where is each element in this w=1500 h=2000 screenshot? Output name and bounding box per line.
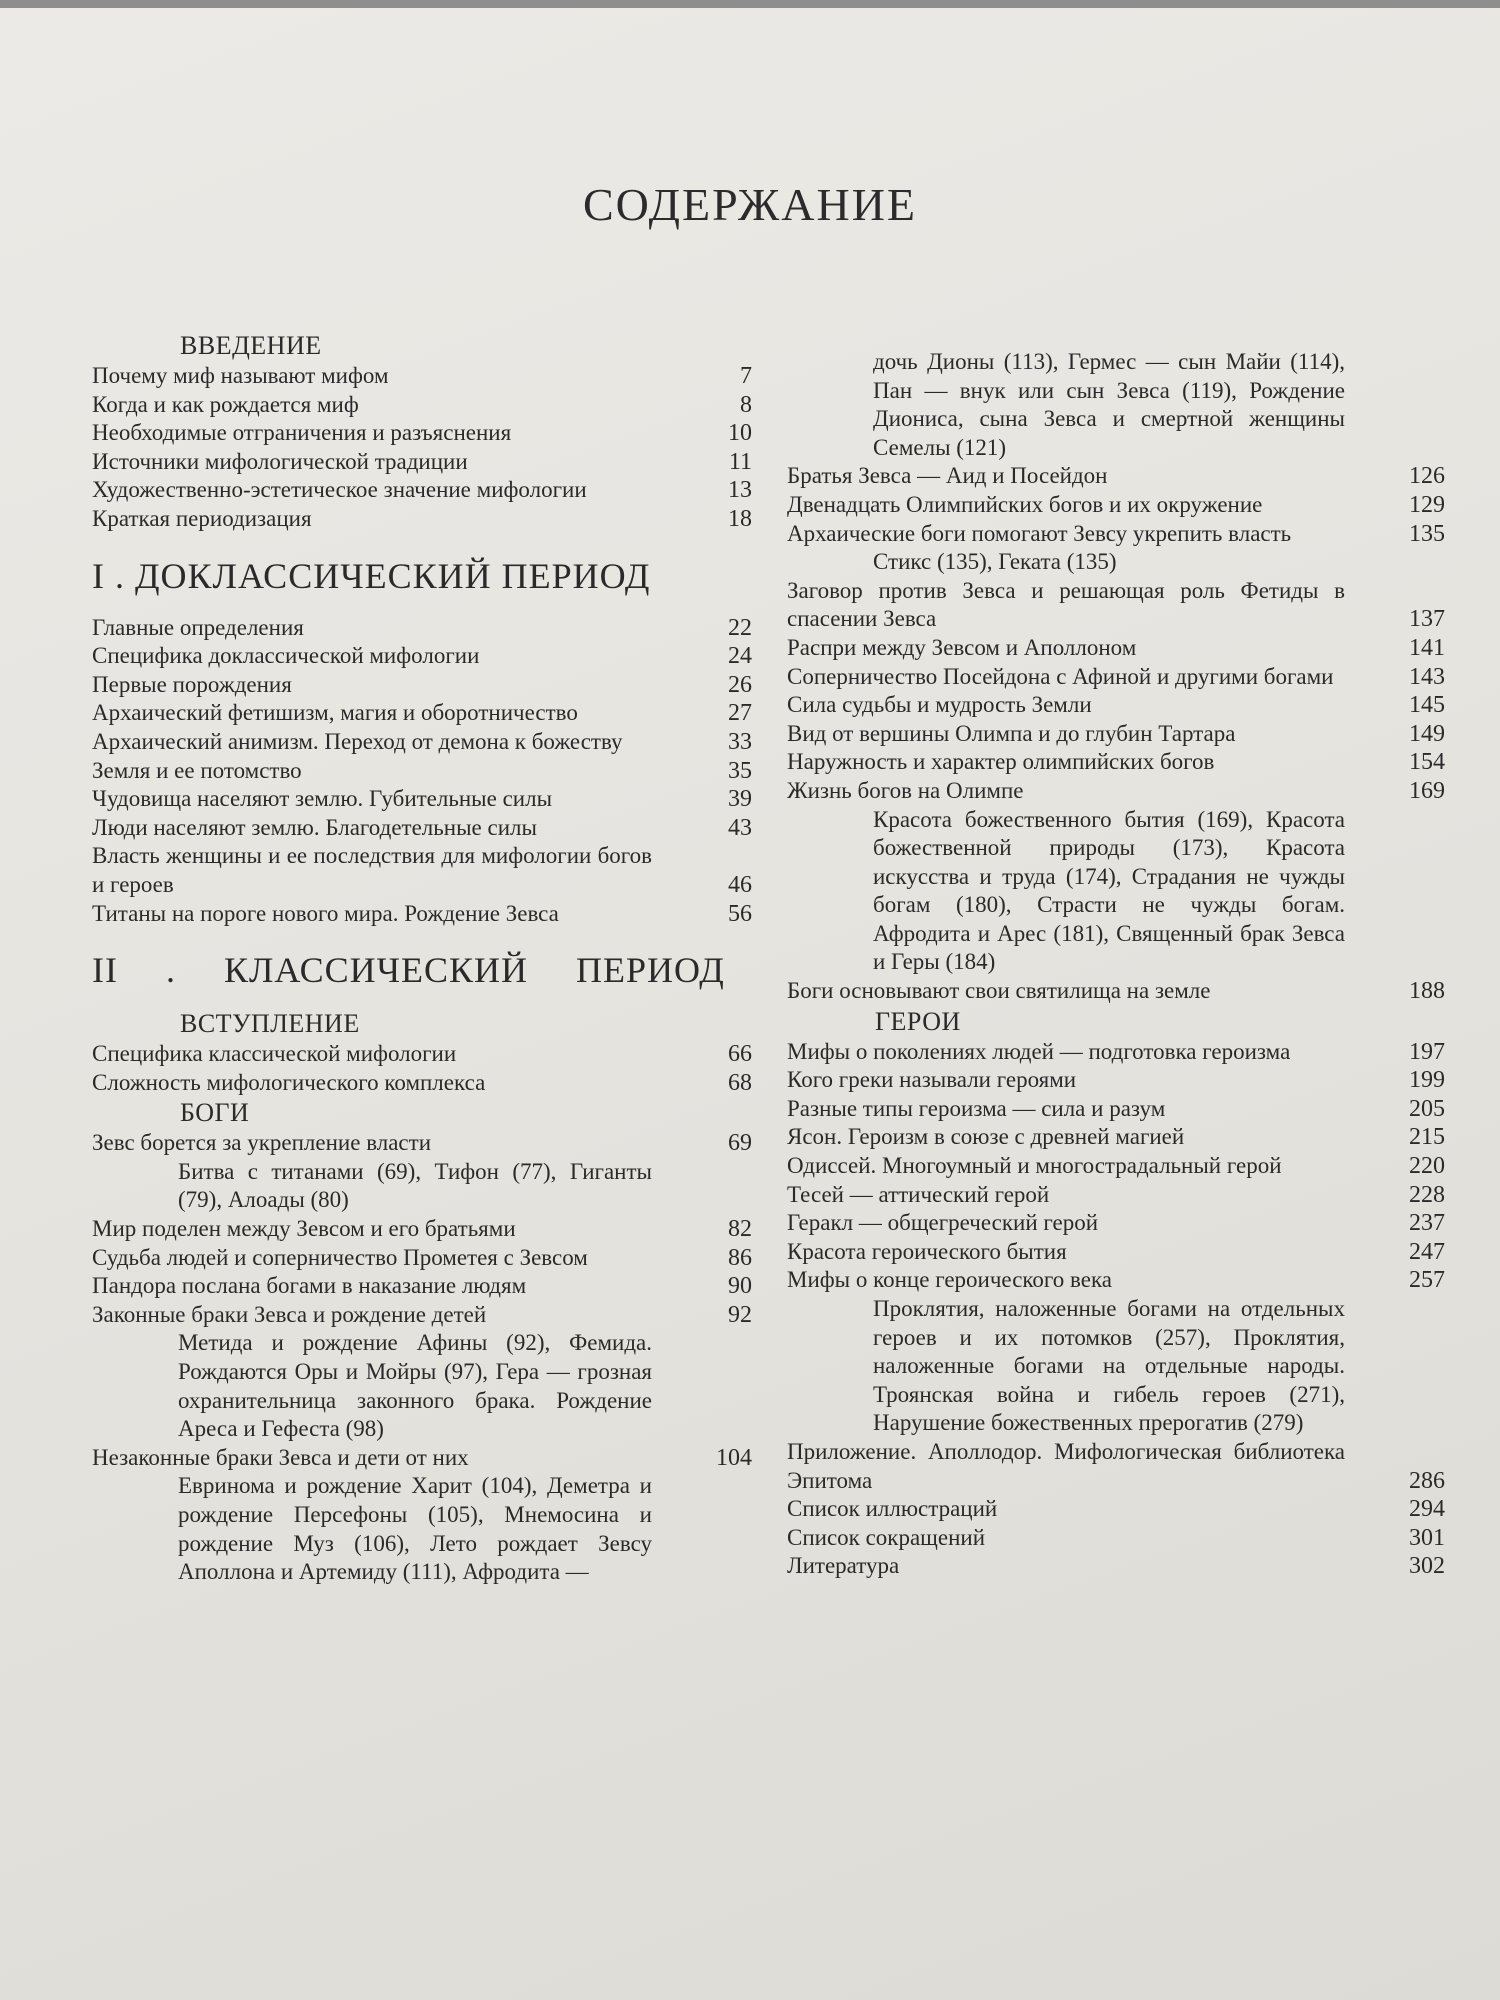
part-heading-1: I . ДОКЛАССИЧЕСКИЙ ПЕРИОД [92,555,651,596]
toc-entry [787,1552,1445,1581]
toc-entry-page: 13 [728,477,752,504]
book-page [0,8,1500,2000]
part2-intro-list [92,1040,752,1097]
toc-entry-title: Первые порождения [92,671,292,697]
background-strip [0,0,1500,8]
toc-entry [92,505,752,534]
toc-subentry: Метида и рождение Афины (92), Фемида. Рождаются Оры и Мойры (97), Гера — грозная охранительница законного брака. Рождение Ареса и Гефеста (98) [178,1330,652,1442]
toc-entry-title: Разные типы героизма — сила и разум [787,1095,1166,1121]
toc-entry-page: 22 [728,614,752,641]
toc-entry-page: 86 [728,1244,752,1271]
toc-entry-page: 69 [728,1130,752,1157]
toc-entry-page: 11 [728,448,752,475]
toc-right-column [787,348,1445,1581]
toc-entry-page: 294 [1409,1496,1445,1523]
toc-entry-title: Ясон. Героизм в союзе с древней магией [787,1124,1185,1150]
toc-entry [92,900,752,929]
toc-entry-title: Мир поделен между Зевсом и его братьями [92,1216,516,1242]
toc-entry-title: Судьба людей и соперничество Прометея с Зевсом [92,1244,588,1270]
toc-entry [787,977,1445,1006]
section-heading-introduction: ВСТУПЛЕНИЕ [180,1009,360,1039]
toc-entry-page: 302 [1409,1553,1445,1580]
toc-entry [787,577,1445,634]
toc-entry-page: 247 [1409,1238,1445,1265]
toc-entry [92,642,752,671]
toc-entry [92,757,752,786]
toc-entry-title: Соперничество Посейдона с Афиной и другими богами [787,663,1334,689]
toc-entry-page: 24 [728,643,752,670]
toc-entry [92,1069,752,1098]
section-heading-heroes: ГЕРОИ [875,1006,961,1036]
page-title: СОДЕРЖАНИЕ [582,179,918,230]
toc-entry-page: 10 [728,420,752,447]
toc-entry-title: Список иллюстраций [787,1496,998,1522]
toc-entry-title: Специфика классической мифологии [92,1041,457,1067]
toc-entry-page: 301 [1409,1524,1445,1551]
toc-entry-title: Главные определения [92,614,304,640]
toc-entry-page: 143 [1409,663,1445,690]
toc-entry-title: Распри между Зевсом и Аполлоном [787,634,1137,660]
toc-entry [787,491,1445,520]
toc-entry [787,1181,1445,1210]
toc-entry [92,1244,752,1273]
gods-list-right [787,462,1445,1005]
toc-entry-page: 145 [1409,692,1445,719]
toc-entry [787,748,1445,777]
section-heading-gods: БОГИ [180,1098,250,1128]
toc-entry-title: Специфика доклассической мифологии [92,643,480,669]
toc-entry-title: Краткая периодизация [92,505,312,531]
toc-entry-title: Сложность мифологического комплекса [92,1069,486,1095]
toc-entry [92,1272,752,1301]
toc-entry [787,1123,1445,1152]
toc-entry-title: Земля и ее потомство [92,757,302,783]
toc-entry-page: 7 [740,363,752,389]
intro-list [92,362,752,534]
toc-entry [92,1215,752,1244]
toc-entry [92,448,752,477]
toc-entry [92,699,752,728]
toc-entry-title: Чудовища населяют землю. Губительные силы [92,786,553,812]
toc-entry-page: 39 [728,786,752,813]
part-heading-2: II . КЛАССИЧЕСКИЙ ПЕРИОД [92,950,725,991]
toc-entry-title: Необходимые отграничения и разъяснения [92,420,512,446]
toc-entry-title: Боги основывают свои святилища на земле [787,978,1211,1004]
toc-entry-page: 126 [1409,463,1445,490]
gods-list-left [92,1129,752,1587]
toc-entry-title: Почему миф называют мифом [92,363,389,388]
toc-entry-page: 8 [740,391,752,418]
toc-subentry-continued: дочь Дионы (113), Гермес — сын Майи (114), Пан — внук или сын Зевса (119), Рождение Диониса, сына Зевса и смертной женщины Семелы (121) [873,349,1345,460]
toc-entry-page: 154 [1409,749,1445,776]
toc-entry-page: 199 [1409,1067,1445,1094]
toc-entry-title: Незаконные браки Зевса и дети от них [92,1444,469,1470]
heroes-list [787,1038,1445,1438]
toc-entry-title: Двенадцать Олимпийских богов и их окружение [787,491,1263,517]
toc-entry-page: 56 [728,900,752,927]
toc-entry-title: Сила судьбы и мудрость Земли [787,692,1092,718]
toc-entry-title: Архаические боги помогают Зевсу укрепить власть [787,520,1292,546]
toc-entry-title: Геракл — общегреческий герой [787,1210,1099,1236]
toc-subentry: Битва с титанами (69), Тифон (77), Гиганты (79), Алоады (80) [178,1158,652,1213]
toc-entry [92,1301,752,1330]
toc-entry [92,614,752,643]
toc-left-column [92,330,752,1587]
toc-entry-page: 205 [1409,1095,1445,1122]
toc-entry [92,842,752,899]
toc-subentry: Стикс (135), Геката (135) [873,549,1117,575]
toc-entry [92,785,752,814]
toc-entry-page: 82 [728,1216,752,1243]
toc-entry [787,634,1445,663]
toc-subentry: Евринома и рождение Харит (104), Деметра и рождение Персефоны (105), Мнемосина и рождение Муз (106), Лето рождает Зевсу Аполлона и Артемиду (111), Афродита — [178,1473,652,1585]
toc-entry-title: Список сокращений [787,1524,986,1550]
toc-entry-title: Титаны на пороге нового мира. Рождение Зевса [92,900,559,926]
toc-entry [787,1066,1445,1095]
section-heading-intro: ВВЕДЕНИЕ [180,331,322,360]
toc-entry [92,1444,752,1473]
toc-entry-title: Заговор против Зевса и решающая роль Фетиды в спасении Зевса [787,577,1345,632]
toc-entry-title: Красота героического бытия [787,1238,1067,1264]
toc-entry-page: 149 [1409,720,1445,747]
toc-entry [92,419,752,448]
toc-entry-title: Тесей — аттический герой [787,1181,1050,1207]
toc-entry [787,777,1445,806]
toc-entry [787,1209,1445,1238]
toc-entry-page: 66 [728,1041,752,1068]
toc-entry-title: Кого греки называли героями [787,1067,1077,1093]
toc-entry-page: 104 [716,1444,752,1471]
toc-entry-page: 215 [1409,1124,1445,1151]
toc-entry-page: 197 [1409,1038,1445,1065]
toc-entry [92,476,752,505]
toc-entry-page: 237 [1409,1210,1445,1237]
toc-subentry: Проклятия, наложенные богами на отдельных героев и их потомков (257), Проклятия, наложенные богами на отдельные народы. Троянская война и гибель героев (271), Нарушение божественных прерогатив (279) [873,1296,1345,1436]
toc-entry-title: Зевс борется за укрепление власти [92,1130,432,1156]
toc-entry [787,1238,1445,1267]
toc-entry [787,1095,1445,1124]
toc-entry-page: 188 [1409,978,1445,1005]
toc-entry-page: 33 [728,728,752,755]
toc-entry-title: Пандора послана богами в наказание людям [92,1273,527,1299]
toc-entry [787,720,1445,749]
toc-entry-page: 141 [1409,634,1445,661]
toc-entry-title: Жизнь богов на Олимпе [787,777,1024,803]
toc-entry-page: 43 [728,814,752,841]
toc-entry-title: Одиссей. Многоумный и многострадальный герой [787,1153,1282,1179]
toc-entry [787,1438,1445,1495]
toc-entry [92,814,752,843]
back-matter-list [787,1438,1445,1581]
toc-entry-page: 135 [1409,520,1445,547]
toc-entry [92,1040,752,1069]
toc-entry-title: Люди населяют землю. Благодетельные силы [92,814,537,840]
toc-entry-page: 137 [1409,606,1445,633]
toc-entry-title: Литература [787,1553,900,1579]
toc-entry [787,1266,1445,1295]
toc-entry-title: Архаический фетишизм, магия и оборотничество [92,700,578,726]
toc-entry [787,1524,1445,1553]
toc-entry [787,462,1445,491]
toc-entry [92,391,752,420]
toc-entry [787,691,1445,720]
toc-entry-page: 228 [1409,1181,1445,1208]
toc-entry-title: Когда и как рождается миф [92,391,359,417]
toc-entry-title: Вид от вершины Олимпа и до глубин Тартара [787,720,1236,746]
toc-entry-title: Законные браки Зевса и рождение детей [92,1301,487,1327]
toc-entry-title: Художественно-эстетическое значение мифологии [92,477,587,503]
toc-entry-title: Мифы о поколениях людей — подготовка героизма [787,1038,1291,1064]
toc-entry-title: Мифы о конце героического века [787,1267,1112,1293]
toc-entry-page: 18 [728,505,752,532]
toc-entry-page: 129 [1409,491,1445,518]
toc-entry-page: 27 [728,700,752,727]
toc-entry-page: 90 [728,1273,752,1300]
toc-entry [787,1152,1445,1181]
toc-entry-page: 35 [728,757,752,784]
toc-entry-page: 26 [728,671,752,698]
toc-entry-page: 257 [1409,1267,1445,1294]
toc-entry [787,663,1445,692]
toc-entry-page: 286 [1409,1467,1445,1494]
toc-entry [787,1495,1445,1524]
toc-entry [92,1129,752,1158]
toc-entry-page: 46 [728,871,752,898]
toc-entry-page: 169 [1409,777,1445,804]
toc-entry-title: Архаический анимизм. Переход от демона к божеству [92,728,623,754]
toc-entry-title: Приложение. Аполлодор. Мифологическая библиотека Эпитома [787,1438,1345,1493]
toc-entry-page: 92 [728,1301,752,1328]
toc-entry-page: 68 [728,1069,752,1096]
toc-entry-title: Наружность и характер олимпийских богов [787,749,1215,775]
toc-entry-title: Братья Зевса — Аид и Посейдон [787,463,1108,489]
toc-entry [787,1038,1445,1067]
toc-entry-title: Власть женщины и ее последствия для мифологии богов и героев [92,843,652,897]
toc-entry [92,362,752,391]
part1-list [92,614,752,929]
toc-entry [92,728,752,757]
toc-entry [92,671,752,700]
toc-entry-page: 220 [1409,1153,1445,1180]
toc-subentry: Красота божественного бытия (169), Красота божественной природы (173), Красота искусства и труда (174), Страдания не чужды богам (180), Страсти не чужды богам. Афродита и Арес (181), Священный брак Зевса и Геры (184) [873,806,1345,975]
toc-entry-title: Источники мифологической традиции [92,448,468,474]
toc-entry [787,520,1445,549]
